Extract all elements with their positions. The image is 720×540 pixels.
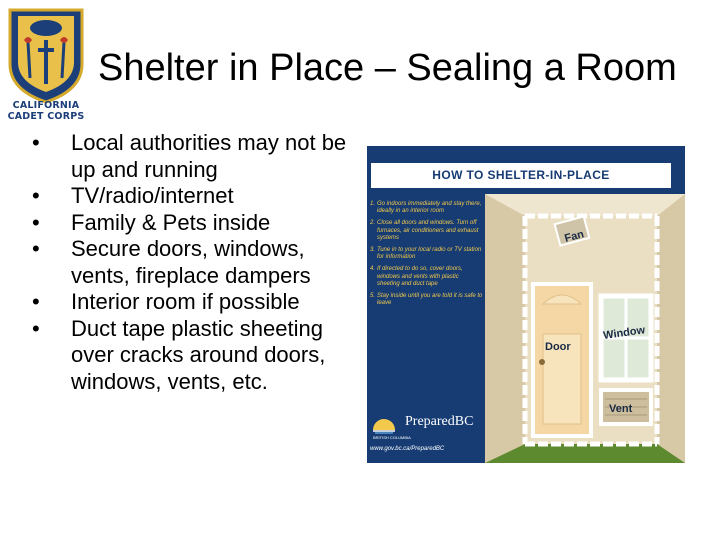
bullet-text: Local authorities may not be up and running <box>71 130 347 182</box>
logo-text-line2: CADET CORPS <box>7 111 85 122</box>
bullet-item: • TV/radio/internet <box>32 183 234 208</box>
bullet-text: Secure doors, windows, vents, fireplace dampers <box>71 236 311 288</box>
bc-label: BRITISH COLUMBIA <box>373 435 411 440</box>
bullet-item: • Duct tape plastic sheeting over cracks around doors, windows, vents, etc. <box>32 315 326 394</box>
bullet-item: • Local authorities may not be up and running <box>32 130 347 182</box>
vent-label: Vent <box>609 403 633 415</box>
logo-text-line1: CALIFORNIA <box>12 100 80 111</box>
bullet-text: Duct tape plastic sheeting over cracks around doors, windows, vents, etc. <box>71 315 326 394</box>
bc-sun-logo <box>371 414 397 434</box>
bullet-item: • Secure doors, windows, vents, fireplace dampers <box>32 236 311 288</box>
bullet-text: TV/radio/internet <box>71 183 234 208</box>
door-label: Door <box>545 341 571 353</box>
bullet-item: • Family & Pets inside <box>32 209 271 235</box>
bullet-text: Interior room if possible <box>71 289 300 314</box>
slide-title: Shelter in Place – Sealing a Room <box>98 47 677 89</box>
bullet-item: • Interior room if possible <box>32 289 300 314</box>
shelter-in-place-poster <box>367 146 685 463</box>
bullet-text: Family & Pets inside <box>71 209 271 235</box>
fan-label: Fan <box>563 228 586 245</box>
room-illustration <box>485 194 685 463</box>
bullet-list <box>32 130 367 395</box>
poster-step: 2. Close all doors and windows. Turn off furnaces, air conditioners and exhaust systems <box>370 220 479 241</box>
poster-step: 3. Tune in to your local radio or TV station for information <box>370 247 482 261</box>
poster-url: www.gov.bc.ca/PreparedBC <box>370 446 445 452</box>
poster-header: HOW TO SHELTER-IN-PLACE <box>371 163 671 188</box>
prepared-bc-brand: PreparedBC <box>405 414 474 429</box>
poster-step: 1. Go indoors immediately and stay there, ideally in an interior room <box>370 201 482 215</box>
poster-step: 4. If directed to do so, cover doors, windows and vents with plastic sheeting and duct tape <box>370 266 463 287</box>
poster-step: 5. Stay inside until you are told it is safe to leave <box>370 293 483 307</box>
window-label: Window <box>602 324 646 342</box>
poster-steps <box>370 201 483 312</box>
